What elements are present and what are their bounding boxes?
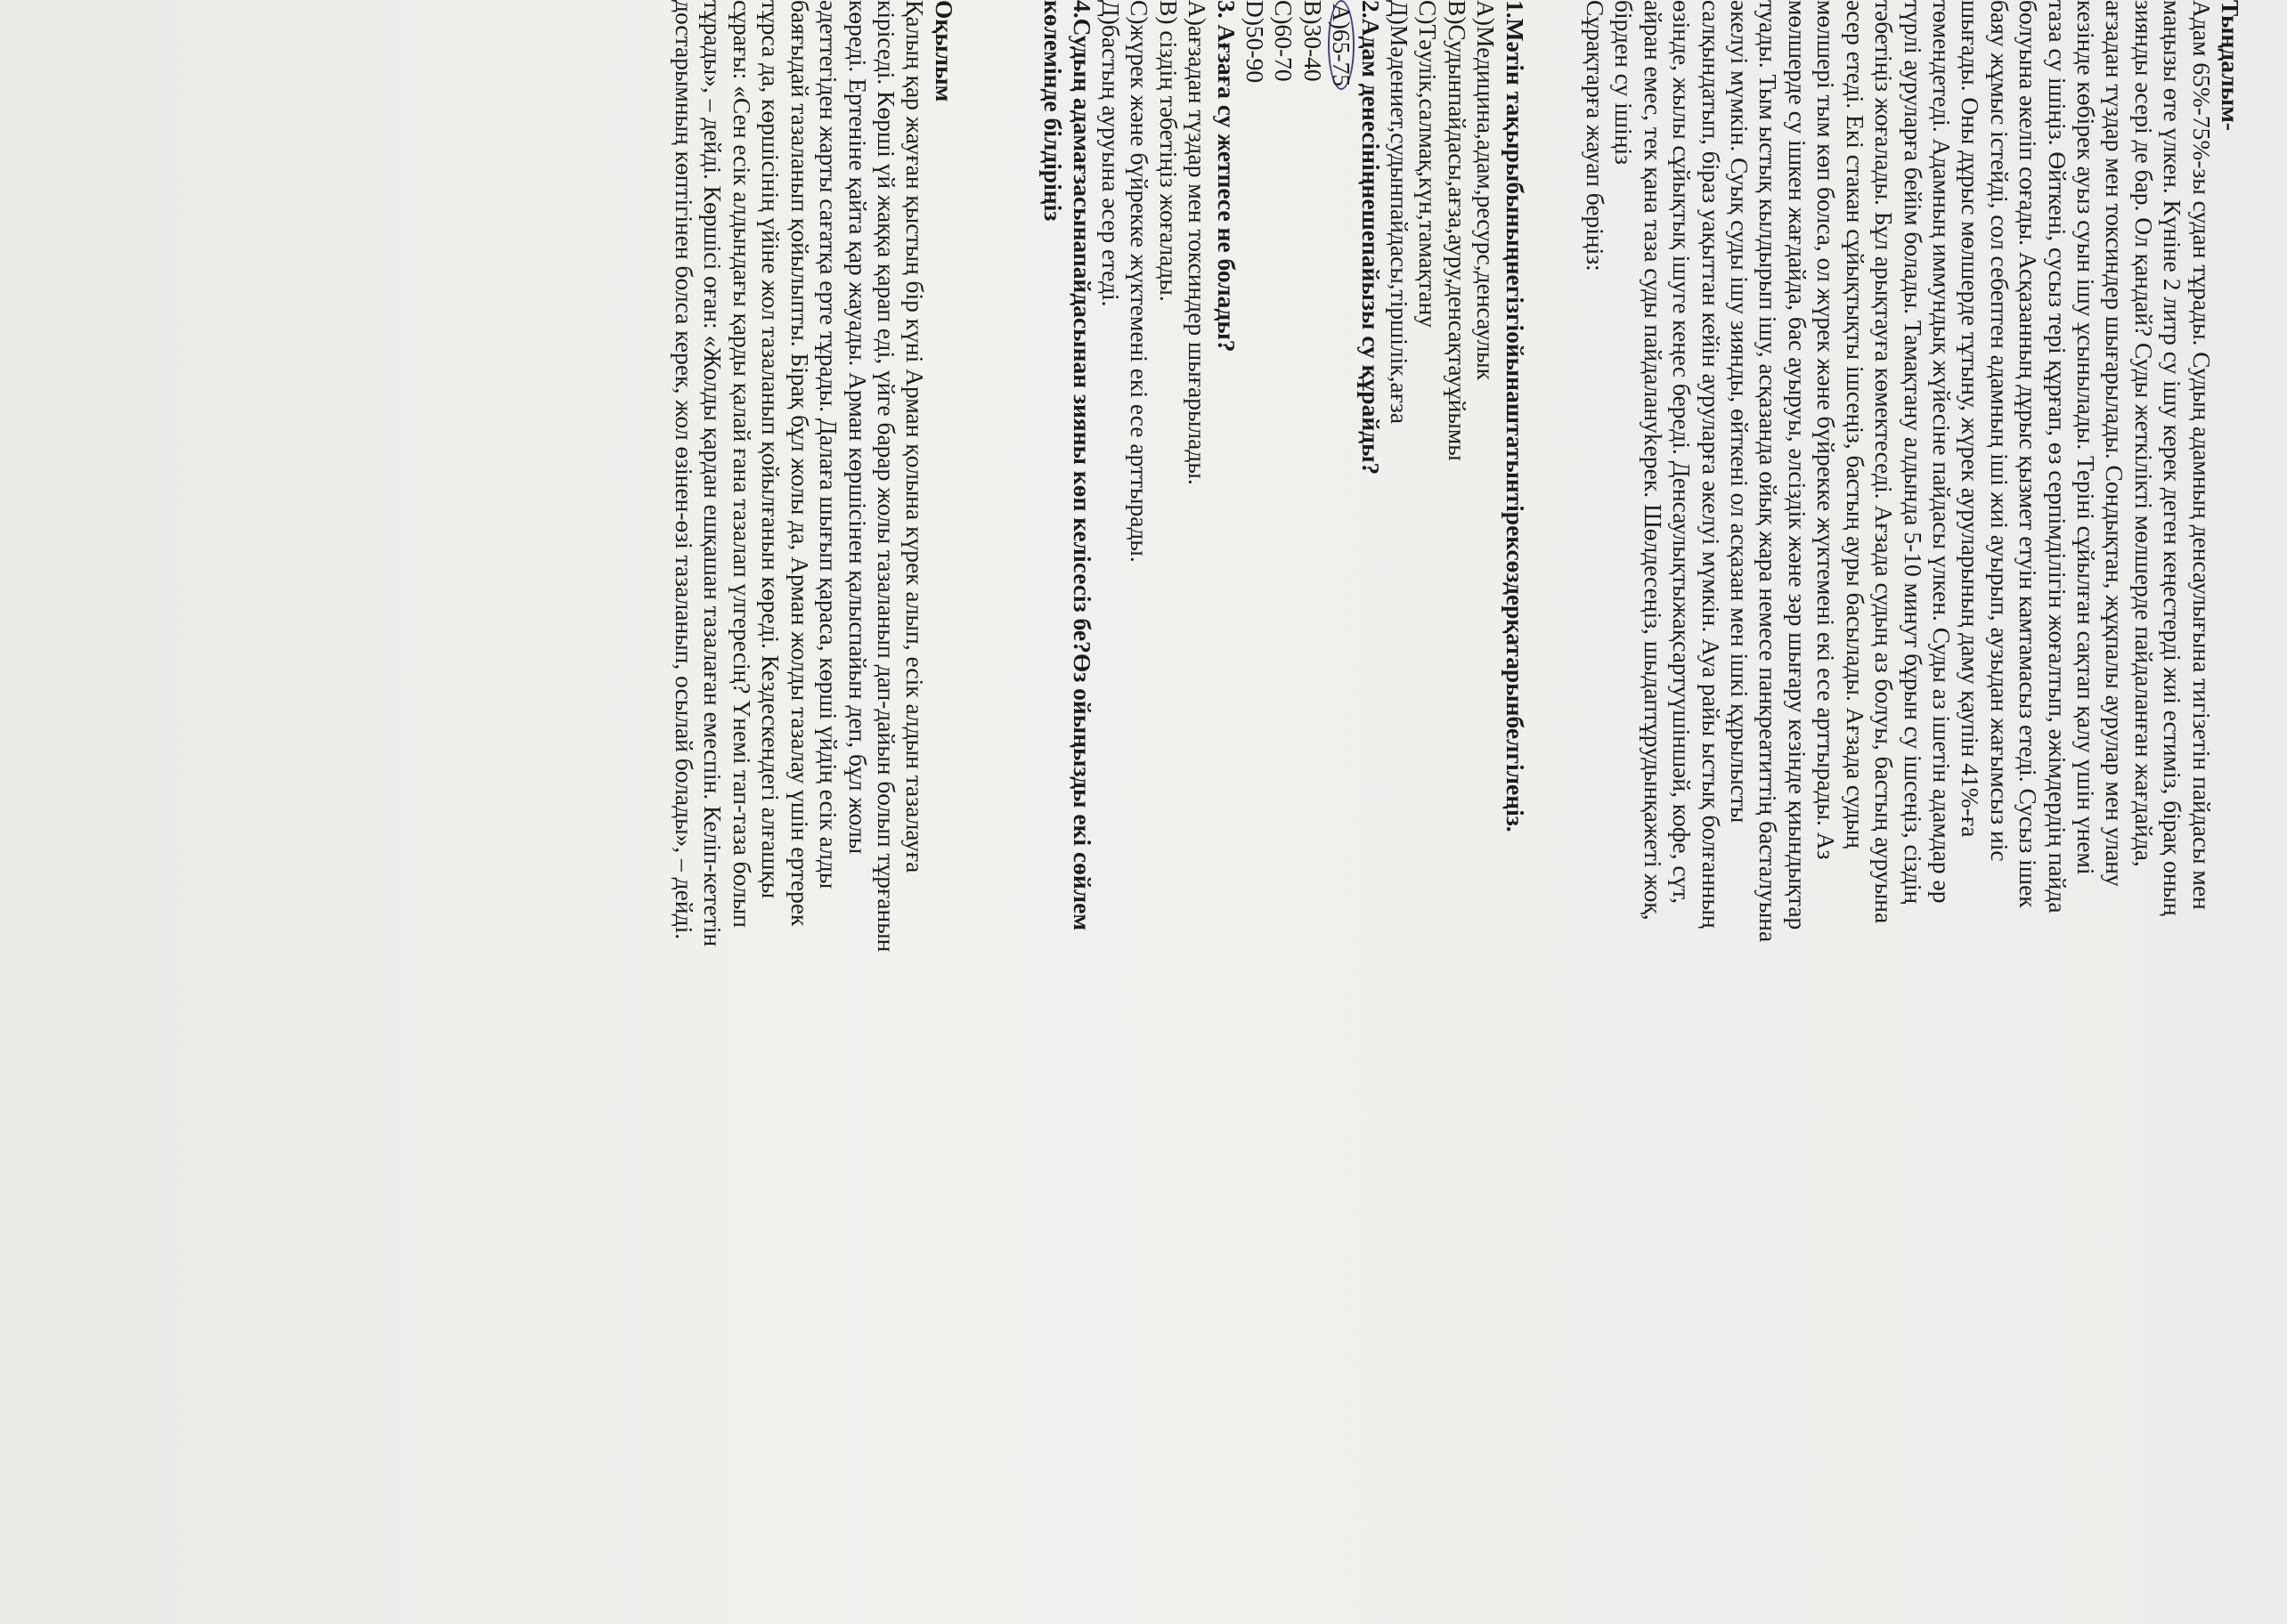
- text-line: әдеттегіден жарты сағатқа ерте тұрады. Далаға шығып қараса, көрші үйдің есік алды: [815, 0, 843, 889]
- answer-option-selected: [1327, 0, 1355, 1603]
- text-line: достарымның көптігінен болса керек, жол өзінен-өзі тазаланып, осылай болады», – дейді.: [671, 0, 699, 940]
- answer-option: С)Тәулік,салмақ,күн,тамақтану: [1414, 0, 1443, 329]
- question-text: 1.Мәтін тақырыбыныңнегізгiойынаштатынтірексөздерқатарынбелгілеңіз.: [1501, 0, 1529, 832]
- text-line: ағзадан түздар мен токсиндер шығарылады. Сондықтан, жұқпалы аурулар мен улану: [2101, 0, 2129, 887]
- text-line: шығады. Оны дұрыс мөлшерде тұтыну, жүрек ауруларының даму қаупін 41%-ға: [1957, 0, 1985, 838]
- text-line: мөлшері тым көп болса, ол жүрек және бүйрекке жүктемені екі есе арттырады. Аз: [1812, 0, 1841, 860]
- text-line: көреді. Ертеніне қайта қар жауады. Арман көршісінен қалыспайын деп, бұл жолы: [843, 0, 872, 855]
- answer-option: А)Медицина,адам,ресурс,денсаулык: [1472, 0, 1501, 381]
- text-line: тұрады», – дейді. Көршісі оған: «Жолды қардан ешқашан тазалаған емеспін. Келіп-кететін: [699, 0, 728, 947]
- question-text-continued: көлемінде білдіріңіз: [1039, 0, 1068, 222]
- text-line: төмендетеді. Адамның иммундық жүйесіне пайдасы үлкен. Суды аз ішетін адамдар әр: [1927, 0, 1956, 904]
- text-line: кезінде көбірек ауыз суын ішу ұсынылады. Теріні сұйылған сақтап қалу үшін үнемі: [2071, 0, 2100, 875]
- text-line: таза су ішіңіз. Өйткені, сусыз тері құрғап, өз серпімділігін жоғалтып, әжімдердің пайда: [2043, 0, 2071, 914]
- text-line: болуына әкеліп соғады. Асқазанның дұрыс қызмет етуін камтамасыз етеді. Сусыз ішек: [2014, 0, 2043, 908]
- answer-option: А)ағзадан түздар мен токсиндер шығарылады.: [1184, 0, 1212, 485]
- text-line: кіріседі. Көрші үй жаққа қарап еді, үйге барар жолы тазаланып дап-дайын болып тұрғанын: [872, 0, 900, 953]
- question-3: [1096, 0, 1241, 1603]
- answer-option: Д)Мәдениет,судынпайдасы,тіршілік,ағза: [1386, 0, 1414, 425]
- text-line: салқындатып, біраз уақыттан кейін ауруларға әкелуі мүмкін. Ауа райы ыстық болғанның: [1697, 0, 1725, 929]
- instruction: Сұрақтарға жауап беріңіз:: [1582, 0, 1610, 272]
- text-line: мөлшерде су ішкен жағдайда, бас ауыруы, әлсіздік және зәр шығару кезінде қиындықтар: [1783, 0, 1811, 930]
- answer-option: В) сіздің тәбетіңіз жоғалады.: [1154, 0, 1183, 302]
- answer-option: Д)бастың ауруына әсер етеді.: [1096, 0, 1125, 307]
- answer-option: D)50-90: [1241, 0, 1269, 84]
- answer-option: С)жүрек және бүйрекке жүктемені екі есе арттырады.: [1126, 0, 1154, 563]
- answer-option: С)60-70: [1270, 0, 1298, 82]
- question-text: 3. Ағзаға су жетпесе не болады?: [1212, 0, 1241, 353]
- text-line: бірден су ішіңіз: [1610, 0, 1639, 165]
- question-text: 4.Судың адамағзасынапайдасынан зияны көп келісесіз бе?Өз ойыңызды екі сөйлем: [1068, 0, 1096, 931]
- reading-text: [670, 0, 930, 1603]
- question-text: 2.Адам денесініңнешепайызы су құрайды?: [1356, 0, 1385, 475]
- question-4: [1038, 0, 1096, 1603]
- text-line: түрлі ауруларға бейім болады. Тамақтану алдында 5-10 минут бұрын су ішсеңіз, сіздің: [1899, 0, 1927, 905]
- answer-option: В)30-40: [1298, 0, 1327, 82]
- text-line: сұрағы: «Сен есік алдындағы қарды қалай ғана тазалап үлгересің? Үнемі тап-таза болып: [728, 0, 756, 928]
- text-line: баяу жұмыс істейді, сол себептен адамның іші жиі ауырып, аузыдан жағымсыз иіс: [1985, 0, 2014, 862]
- text-line: баяғыдай тазаланып қойылыпты. Бірақ бұл жолы да, Арман жолды тазалау үшін ертерек: [785, 0, 814, 927]
- text-line: зиянды әсері де бар. Ол қандай? Суды жеткілікті мөлшерде пайдаланған жағдайда,: [2129, 0, 2158, 867]
- selection-circle: А)65-75: [1328, 0, 1355, 90]
- question-1: [1385, 0, 1529, 1603]
- answer-option: В)Судынпайдасы,ағза,ауру,денсақтауұйымы: [1443, 0, 1471, 461]
- document-page: [36, 0, 2244, 1603]
- listening-text: [1609, 0, 2216, 1603]
- text-line: әсер етеді. Екі стакан сұйықтықты ішсеңіз, бастың ауры басылады. Ағзада судың: [1841, 0, 1869, 849]
- text-line: Адам 65%-75%-зы судан тұрады. Судың адамның денсаулығына тигізетін пайдасы мен: [2187, 0, 2216, 910]
- text-line: өзінде, жылы сұйықтық ішуге кеңес береді. Денсаулықтыжақсартуүшіншәй, кофе, сүт,: [1668, 0, 1697, 905]
- question-2: [1241, 0, 1385, 1603]
- reading-title: Оқылым: [930, 0, 958, 102]
- text-line: тұрса да, көршісінің үйіне жол тазаланып қойылғанын көреді. Кездескендегі алғашқы: [757, 0, 785, 899]
- text-line: айран емес, тек қана таза суды пайдалануkерек. Шөлдесеңіз, шыдаптұрудынқажеті жоқ,: [1639, 0, 1667, 921]
- text-line: тәбетіңіз жоғалады. Бұл арықтауға көмектеседі. Ағзада судың аз болуы, бастың ауруына: [1870, 0, 1899, 924]
- text-line: маңызы өте үлкен. Күніне 2 литр су ішу керек деген кеңестерді жиі естиміз, бірақ оның: [2159, 0, 2187, 916]
- text-line: әкелуі мүмкін. Суық суды ішу зиянды, өйткені ол асқазан мен ішкі құрылысты: [1726, 0, 1754, 824]
- listening-title: Тыңдалым-: [2217, 0, 2244, 131]
- text-line: туады. Тым ыстық кылдырып ішу, асқазанда ойық жара немесе панкреатиттің басталуына: [1754, 0, 1783, 943]
- text-line: Қалың қар жауған қыстың бір күні Арман қолына күрек алып, есік алдын тазалауға: [901, 0, 930, 873]
